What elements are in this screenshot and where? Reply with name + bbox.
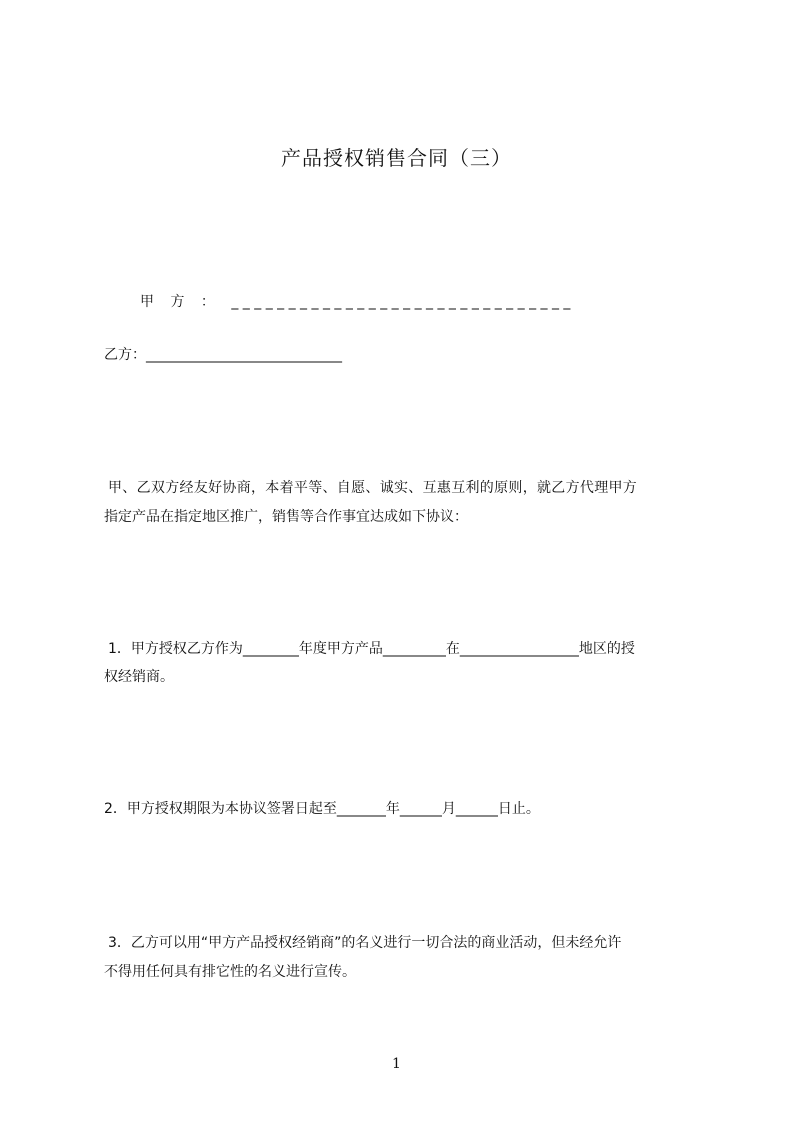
party-b-label: 乙方： bbox=[104, 347, 146, 363]
intro-paragraph-line-1: 甲、乙双方经友好协商，本着平等、自愿、诚实、互惠互利的原则，就乙方代理甲方 bbox=[108, 480, 638, 496]
contract-title: 产品授权销售合同（三） bbox=[281, 146, 512, 170]
clause-1-line-1: 1．甲方授权乙方作为________年度甲方产品_________在_________________地区的授 bbox=[108, 641, 635, 657]
party-a-label: 甲 方 ： bbox=[140, 294, 221, 310]
party-a-line bbox=[140, 292, 570, 312]
page-number: 1 bbox=[392, 1056, 401, 1072]
clause-3-line-2: 不得用任何具有排它性的名义进行宣传。 bbox=[104, 964, 356, 980]
party-b-line bbox=[104, 345, 342, 365]
clause-3-line-1: 3．乙方可以用“甲方产品授权经销商”的名义进行一切合法的商业活动，但未经允许 bbox=[108, 935, 622, 951]
clause-2: 2．甲方授权期限为本协议签署日起至_______年______月______日止。 bbox=[104, 801, 540, 817]
intro-paragraph-line-2: 指定产品在指定地区推广，销售等合作事宜达成如下协议： bbox=[104, 509, 468, 525]
party-a-blank: _ _ _ _ _ _ _ _ _ _ _ _ _ _ _ _ _ _ _ _ _ _ _ _ _ _ _ _ _ _ bbox=[231, 294, 571, 310]
party-b-blank: ____________________________ bbox=[146, 347, 342, 363]
clause-1-line-2: 权经销商。 bbox=[104, 669, 174, 685]
